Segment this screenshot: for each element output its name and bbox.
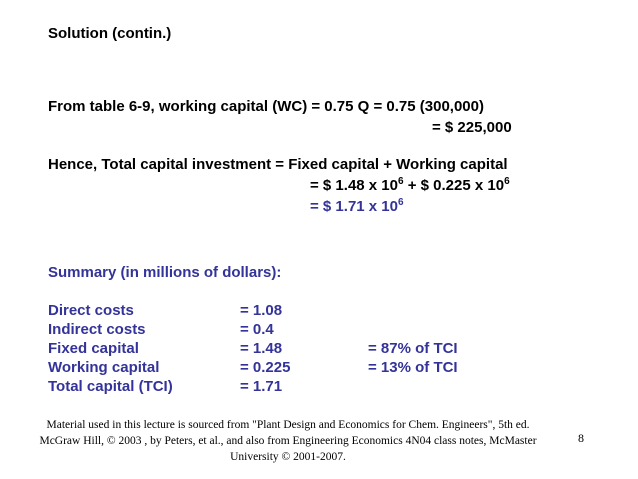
tci-equation-line: Hence, Total capital investment = Fixed capital + Working capital	[48, 156, 508, 173]
summary-label-direct-costs: Direct costs	[48, 302, 134, 319]
summary-label-fixed-capital: Fixed capital	[48, 340, 139, 357]
working-capital-result: = $ 225,000	[432, 119, 512, 136]
page-number: 8	[578, 431, 584, 445]
tci-result-value: = $ 1.71 x 10	[310, 198, 398, 215]
summary-value-total-capital: = 1.71	[240, 378, 283, 395]
summary-pct-working-capital: = 13% of TCI	[368, 359, 458, 376]
summary-label-working-capital: Working capital	[48, 359, 160, 376]
summary-value-direct-costs: = 1.08	[240, 302, 283, 319]
working-capital-line: From table 6-9, working capital (WC) = 0.75 Q = 0.75 (300,000)	[48, 98, 484, 115]
summary-value-fixed-capital: = 1.48	[240, 340, 283, 357]
tci-result-exponent: 6	[398, 197, 404, 208]
tci-exponent-2: 6	[504, 176, 510, 187]
footer-line-3: University © 2001-2007.	[230, 451, 346, 463]
summary-value-working-capital: = 0.225	[240, 359, 291, 376]
footer-line-1: Material used in this lecture is sourced from "Plant Design and Economics for Chem. Engineers", 5th ed.	[46, 419, 530, 431]
tci-value-part-2: + $ 0.225 x 10	[403, 177, 505, 194]
tci-equation-values	[310, 177, 510, 195]
summary-pct-fixed-capital: = 87% of TCI	[368, 340, 458, 357]
tci-exponent-1: 6	[398, 176, 404, 187]
tci-value-part-1: = $ 1.48 x 10	[310, 177, 398, 194]
tci-result	[310, 198, 404, 216]
summary-label-indirect-costs: Indirect costs	[48, 321, 146, 338]
summary-heading: Summary (in millions of dollars):	[48, 264, 282, 281]
source-footer	[8, 417, 568, 465]
footer-line-2: McGraw Hill, © 2003 , by Peters, et al., and also from Engineering Economics 4N04 class notes, McMaster	[39, 435, 537, 447]
summary-value-indirect-costs: = 0.4	[240, 321, 274, 338]
summary-label-total-capital: Total capital (TCI)	[48, 378, 173, 395]
slide-title: Solution (contin.)	[48, 25, 172, 42]
